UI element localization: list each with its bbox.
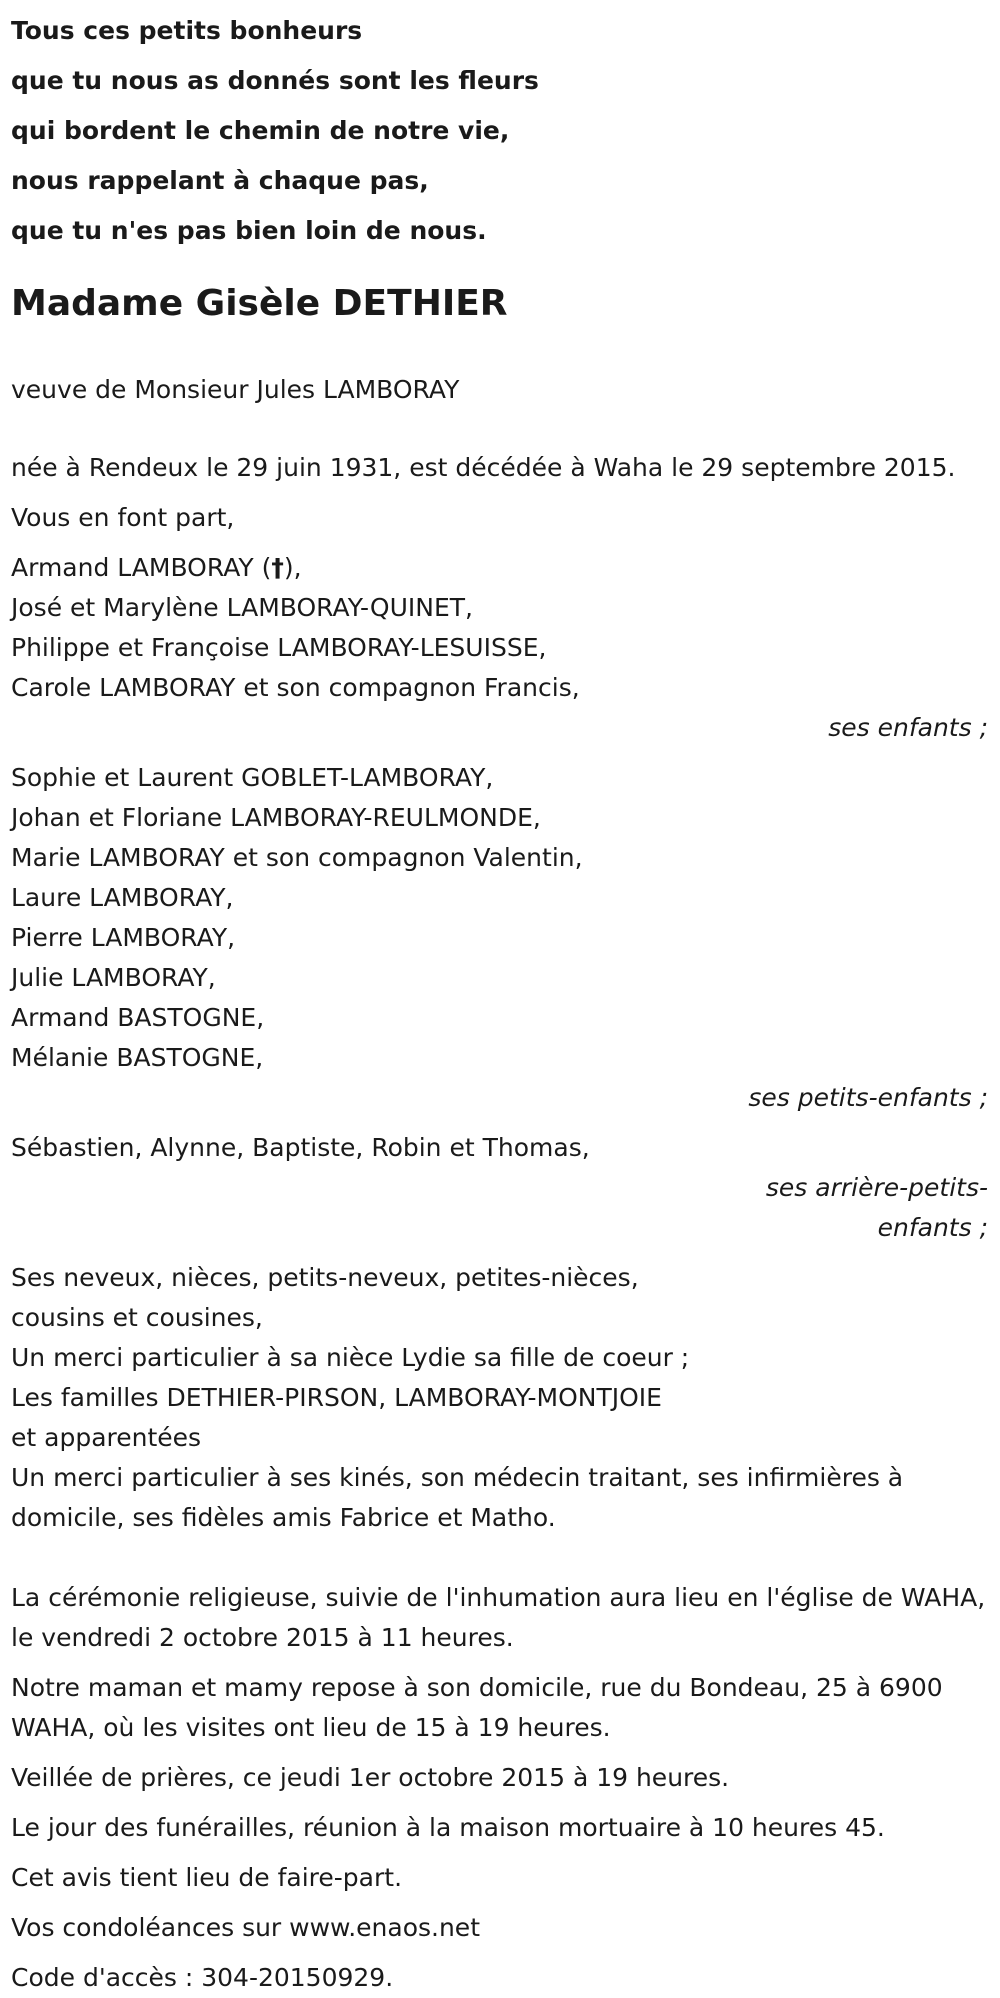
grandchild-name: Mélanie BASTOGNE,: [11, 1043, 264, 1072]
child-name: Philippe et Françoise LAMBORAY-LESUISSE,: [11, 633, 547, 662]
poem-line: que tu n'es pas bien loin de nous.: [11, 216, 487, 245]
poem-line: Tous ces petits bonheurs: [11, 16, 363, 45]
relatives: [11, 1258, 1000, 1538]
poem-line: que tu nous as donnés sont les fleurs: [11, 66, 539, 95]
poem-line: nous rappelant à chaque pas,: [11, 166, 429, 195]
grandchildren-group: [11, 758, 1000, 1118]
access-code: Code d'accès : 304-20150929.: [11, 1963, 394, 1992]
great-grandchildren-relation-line2: enfants ;: [877, 1213, 988, 1242]
relatives-line: et apparentées: [11, 1423, 202, 1452]
grandchildren-relation: ses petits-enfants ;: [748, 1083, 988, 1112]
relatives-line: Les familles DETHIER-PIRSON, LAMBORAY-MONTJOIE: [11, 1383, 662, 1412]
relatives-line: cousins et cousines,: [11, 1303, 263, 1332]
birth-death: née à Rendeux le 29 juin 1931, est décédée à Waha le 29 septembre 2015.: [11, 453, 956, 482]
deceased-name: Madame Gisèle DETHIER: [11, 283, 508, 324]
child-name: Carole LAMBORAY et son compagnon Francis,: [11, 673, 580, 702]
grandchild-name: Johan et Floriane LAMBORAY-REULMONDE,: [11, 803, 541, 832]
children-group: [11, 548, 1000, 748]
child-name-prefix: Armand LAMBORAY (: [11, 553, 272, 582]
funeral-meeting-info: Le jour des funérailles, réunion à la maison mortuaire à 10 heures 45.: [11, 1813, 885, 1842]
thanks: Un merci particulier à ses kinés, son médecin traitant, ses infirmières à domicile, ses fidèles amis Fabrice et Matho.: [11, 1463, 904, 1532]
grandchild-name: Laure LAMBORAY,: [11, 883, 234, 912]
child-name: José et Marylène LAMBORAY-QUINET,: [11, 593, 473, 622]
grandchild-name: Julie LAMBORAY,: [11, 963, 216, 992]
cross-icon: †: [271, 553, 284, 582]
great-grandchildren-names: Sébastien, Alynne, Baptiste, Robin et Thomas,: [11, 1133, 590, 1162]
child-name: [11, 548, 1000, 588]
child-name-suffix: ),: [283, 553, 302, 582]
condolences: Vos condoléances sur www.enaos.net: [11, 1913, 480, 1942]
notice: Cet avis tient lieu de faire-part.: [11, 1863, 403, 1892]
grandchild-name: Armand BASTOGNE,: [11, 1003, 265, 1032]
vigil-info: Veillée de prières, ce jeudi 1er octobre 2015 à 19 heures.: [11, 1763, 730, 1792]
grandchild-name: Marie LAMBORAY et son compagnon Valentin,: [11, 843, 583, 872]
great-grandchildren-relation-line1: ses arrière-petits-: [765, 1173, 988, 1202]
poem: [11, 0, 1000, 256]
announce: Vous en font part,: [11, 503, 235, 532]
widow-of: veuve de Monsieur Jules LAMBORAY: [11, 375, 460, 404]
relatives-line: Un merci particulier à sa nièce Lydie sa fille de coeur ;: [11, 1343, 690, 1372]
grandchild-name: Sophie et Laurent GOBLET-LAMBORAY,: [11, 763, 494, 792]
grandchild-name: Pierre LAMBORAY,: [11, 923, 236, 952]
great-grandchildren-group: [11, 1128, 1000, 1248]
ceremony-info: La cérémonie religieuse, suivie de l'inhumation aura lieu en l'église de WAHA, le vendredi 2 octobre 2015 à 11 heures.: [11, 1583, 986, 1652]
poem-line: qui bordent le chemin de notre vie,: [11, 116, 510, 145]
rest-info: Notre maman et mamy repose à son domicile, rue du Bondeau, 25 à 6900 WAHA, où les visites ont lieu de 15 à 19 heures.: [11, 1673, 943, 1742]
children-relation: ses enfants ;: [828, 713, 988, 742]
relatives-line: Ses neveux, nièces, petits-neveux, petites-nièces,: [11, 1263, 639, 1292]
